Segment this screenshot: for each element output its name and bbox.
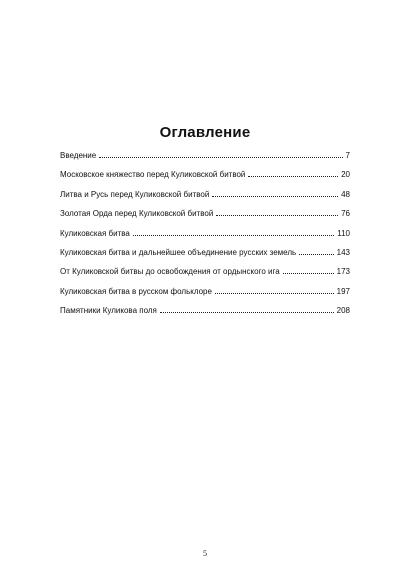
toc-entry-title: Памятники Куликова поля: [60, 306, 157, 316]
toc-entry-title: Куликовская битва и дальнейшее объединение русских земель: [60, 247, 297, 257]
toc-entry: [60, 266, 350, 285]
toc-entry: [60, 305, 350, 324]
dot-leader: [212, 189, 338, 197]
toc-entry: [60, 189, 350, 208]
toc-entry: [60, 228, 350, 247]
dot-leader: [299, 247, 333, 255]
dot-leader: [248, 169, 338, 177]
toc-entry: [60, 169, 350, 188]
toc-entry-page: 7: [345, 151, 350, 160]
toc-entry: [60, 286, 350, 305]
toc-entry: [60, 247, 350, 266]
table-of-contents: [60, 150, 350, 325]
toc-entry-title: Куликовская битва в русском фольклоре: [60, 286, 212, 296]
toc-entry-title: Куликовская битва: [60, 228, 130, 238]
toc-entry-title: От Куликовской битвы до освобождения от ордынского ига: [60, 267, 280, 277]
toc-entry-page: 48: [341, 189, 350, 199]
toc-entry-page: 143: [336, 247, 350, 257]
toc-entry-title: Литва и Русь перед Куликовской битвой: [60, 189, 210, 199]
toc-entry-title: Введение: [60, 151, 97, 160]
toc-entry-title: Московское княжество перед Куликовской битвой: [60, 170, 246, 180]
dot-leader: [215, 286, 334, 294]
dot-leader: [133, 228, 334, 236]
toc-entry: [60, 208, 350, 227]
toc-entry-title: Золотая Орда перед Куликовской битвой: [60, 209, 214, 219]
toc-entry-page: 173: [336, 267, 350, 277]
dot-leader: [283, 266, 334, 274]
toc-entry-page: 197: [336, 286, 350, 296]
toc-entry-page: 110: [337, 228, 350, 238]
page-number: 5: [203, 549, 207, 558]
dot-leader: [99, 150, 342, 158]
page-title: Оглавление: [159, 124, 251, 141]
toc-entry-page: 208: [336, 306, 350, 316]
dot-leader: [216, 208, 338, 216]
toc-entry: [60, 150, 350, 169]
toc-entry-page: 76: [341, 209, 350, 219]
toc-entry-page: 20: [341, 170, 350, 180]
dot-leader: [160, 305, 334, 313]
